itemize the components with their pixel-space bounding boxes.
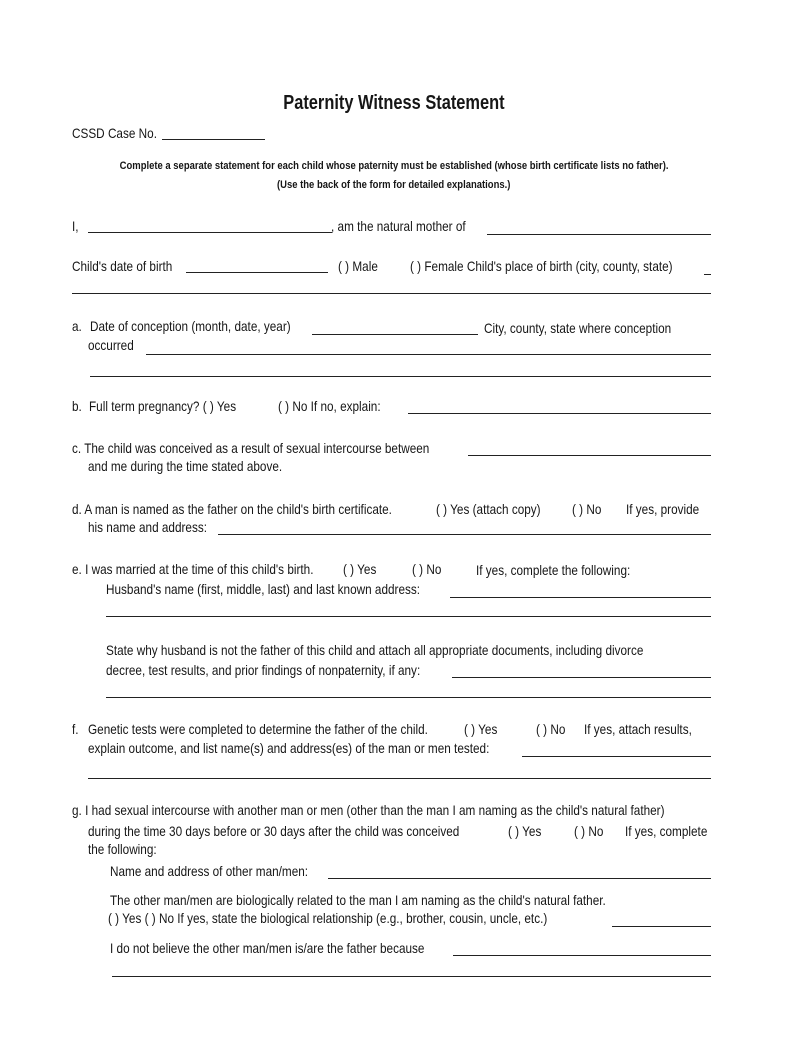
title-text: Paternity Witness Statement (283, 92, 505, 114)
e-state1: State why husband is not the father of this child and attach all appropriate documents, including divorce (106, 642, 644, 658)
intro-mother-label: , am the natural mother of (331, 218, 466, 234)
page-title (0, 92, 788, 115)
conception-place-line[interactable] (90, 376, 711, 377)
husband-label: Husband's name (first, middle, last) and last known address: (106, 581, 421, 597)
d-yes[interactable]: ( ) Yes (attach copy) (436, 501, 541, 517)
instruction-text: (Use the back of the form for detailed explanations.) (277, 179, 511, 191)
f-ifyes: If yes, attach results, (584, 721, 692, 737)
c-line2: and me during the time stated above. (88, 458, 283, 474)
a-letter: a. (72, 318, 82, 334)
c-line1: c. The child was conceived as a result of sexual intercourse between (72, 440, 430, 456)
g-ifyes: If yes, complete (625, 823, 708, 839)
instruction-1 (0, 160, 788, 172)
nonpaternity-field[interactable] (452, 677, 711, 678)
explain-field[interactable] (408, 413, 711, 414)
mother-name-field[interactable] (88, 232, 332, 233)
occurred-label: occurred (88, 337, 134, 353)
related-label: The other man/men are biologically related to the man I am naming as the child's natural father. (110, 892, 606, 908)
f-yes[interactable]: ( ) Yes (464, 721, 498, 737)
f-letter: f. (72, 721, 79, 737)
nonpaternity-line[interactable] (106, 697, 711, 698)
g-no[interactable]: ( ) No (574, 823, 604, 839)
other-man-field[interactable] (328, 878, 711, 879)
other-man-label: Name and address of other man/men: (110, 863, 309, 879)
relationship-label[interactable]: ( ) Yes ( ) No If yes, state the biological relationship (e.g., brother, cousin, uncle, etc.) (108, 910, 548, 926)
d-field[interactable] (218, 534, 711, 535)
d-line1: d. A man is named as the father on the child's birth certificate. (72, 501, 392, 517)
e-ifyes: If yes, complete the following: (476, 562, 631, 578)
place-field-line[interactable] (72, 293, 711, 294)
female-place-label[interactable]: ( ) Female Child's place of birth (city, county, state) (410, 258, 673, 274)
f-line2: explain outcome, and list name(s) and address(es) of the man or men tested: (88, 740, 490, 756)
g-line2: during the time 30 days before or 30 days after the child was conceived (88, 823, 460, 839)
d-line2: his name and address: (88, 519, 207, 535)
b-letter: b. (72, 398, 82, 414)
relationship-field[interactable] (612, 926, 711, 927)
g-line3: the following: (88, 841, 157, 857)
f-line1: Genetic tests were completed to determine the father of the child. (88, 721, 428, 737)
full-term-label[interactable]: Full term pregnancy? ( ) Yes (89, 398, 237, 414)
dob-field[interactable] (186, 272, 328, 273)
husband-line[interactable] (106, 616, 711, 617)
e-yes[interactable]: ( ) Yes (343, 561, 377, 577)
e-no[interactable]: ( ) No (412, 561, 442, 577)
believe-line[interactable] (112, 976, 711, 977)
e-state2: decree, test results, and prior findings of nonpaternity, if any: (106, 662, 421, 678)
instruction-text: Complete a separate statement for each child whose paternity must be established (whose birth certificate lists no father). (119, 160, 669, 172)
place-field[interactable] (704, 274, 711, 275)
male-option[interactable]: ( ) Male (338, 258, 378, 274)
husband-field[interactable] (450, 597, 711, 598)
d-ifyes: If yes, provide (626, 501, 700, 517)
conception-place-field[interactable] (146, 354, 711, 355)
believe-field[interactable] (453, 955, 711, 956)
child-name-field[interactable] (487, 234, 711, 235)
d-no[interactable]: ( ) No (572, 501, 602, 517)
case-no-field[interactable] (162, 139, 265, 140)
instruction-2 (0, 179, 788, 191)
conception-date-label: Date of conception (month, date, year) (90, 318, 291, 334)
f-field[interactable] (522, 756, 711, 757)
e-line1: e. I was married at the time of this child's birth. (72, 561, 314, 577)
full-term-no[interactable]: ( ) No If no, explain: (278, 398, 381, 414)
intro-i: I, (72, 218, 79, 234)
believe-label: I do not believe the other man/men is/are the father because (110, 940, 425, 956)
dob-label: Child's date of birth (72, 258, 173, 274)
f-no[interactable]: ( ) No (536, 721, 566, 737)
conception-place-label: City, county, state where conception (484, 320, 672, 336)
conception-date-field[interactable] (312, 334, 478, 335)
case-no-label: CSSD Case No. (72, 125, 157, 141)
c-field[interactable] (468, 455, 711, 456)
g-line1: g. I had sexual intercourse with another man or men (other than the man I am naming as the child's natural father) (72, 802, 665, 818)
f-line[interactable] (88, 778, 711, 779)
g-yes[interactable]: ( ) Yes (508, 823, 542, 839)
